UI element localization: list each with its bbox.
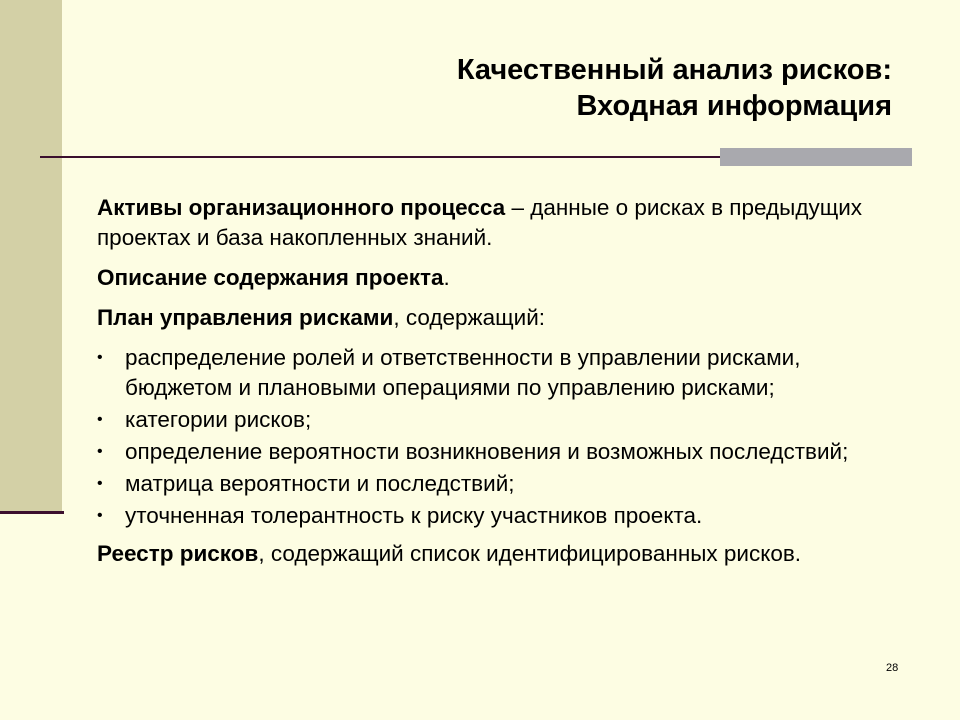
title-accent-bar (720, 148, 912, 166)
paragraph-text: , содержащий: (393, 305, 546, 330)
bullet-text: определение вероятности возникновения и возможных последствий; (125, 439, 849, 464)
bullet-icon: • (97, 349, 103, 366)
list-item (97, 343, 887, 403)
paragraph-assets (97, 193, 887, 253)
bullet-icon: • (97, 475, 103, 492)
title-line-2: Входная информация (576, 90, 892, 122)
slide-title (457, 52, 892, 124)
paragraph-bold: Активы организационного процесса (97, 195, 506, 220)
paragraph-bold: План управления рисками (97, 305, 394, 330)
paragraph-risk-plan (97, 303, 887, 333)
bullet-icon: • (97, 507, 103, 524)
side-band-divider (0, 511, 64, 514)
bullet-text: распределение ролей и ответственности в управлении рисками, бюджетом и плановыми операциями по управлению рисками; (125, 345, 801, 400)
bullet-text: уточненная толерантность к риску участников проекта. (125, 503, 703, 528)
side-band (0, 0, 62, 513)
paragraph-text: – данные о рисках в предыдущих проектах и база накопленных знаний. (97, 195, 863, 250)
list-item (97, 469, 887, 499)
paragraph-scope (97, 263, 887, 293)
bullet-list (97, 343, 887, 531)
paragraph-text: . (443, 265, 450, 290)
list-item (97, 501, 887, 531)
bullet-text: категории рисков; (125, 407, 312, 432)
paragraph-text: , содержащий список идентифицированных рисков. (258, 541, 802, 566)
content (97, 193, 887, 579)
paragraph-bold: Описание содержания проекта (97, 265, 444, 290)
title-line-1: Качественный анализ рисков: (456, 54, 892, 86)
bullet-text: матрица вероятности и последствий; (125, 471, 515, 496)
paragraph-bold: Реестр рисков (97, 541, 259, 566)
page-number: 28 (886, 662, 899, 674)
list-item (97, 437, 887, 467)
bullet-icon: • (97, 411, 103, 428)
bullet-icon: • (97, 443, 103, 460)
paragraph-risk-register (97, 539, 887, 569)
list-item (97, 405, 887, 435)
